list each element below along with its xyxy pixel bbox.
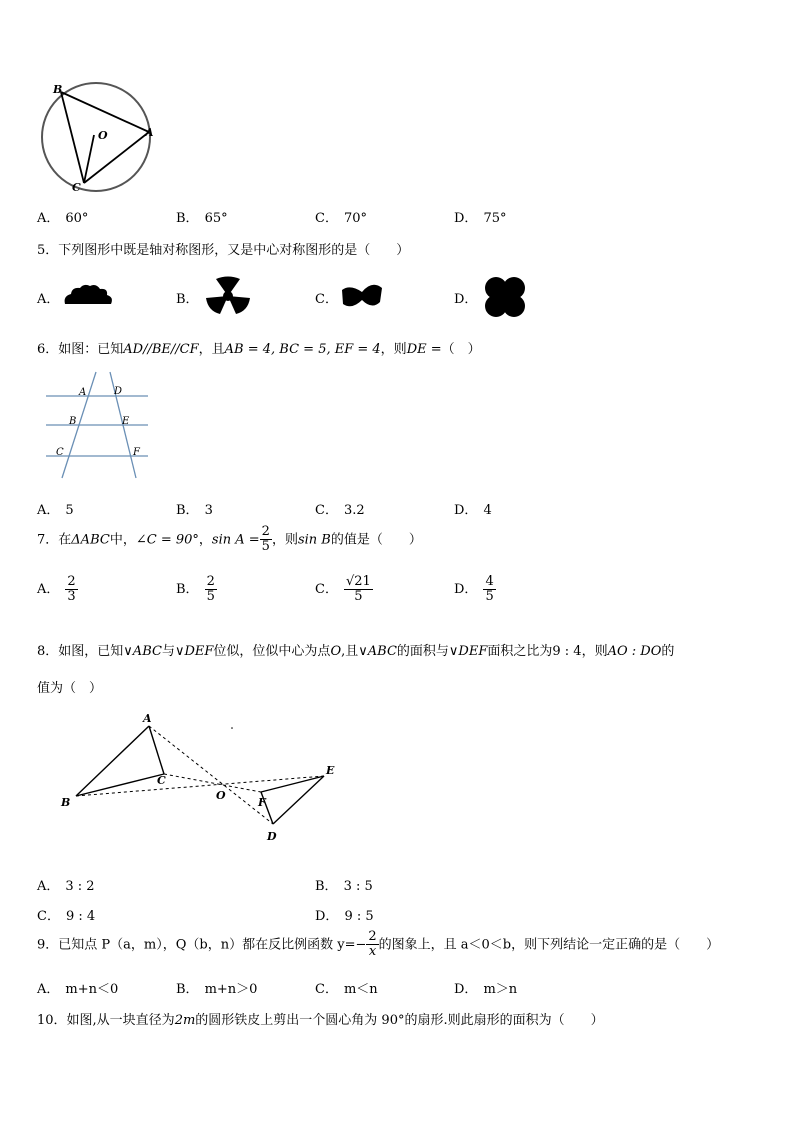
bowtie-shape-icon — [340, 282, 384, 310]
svg-text:F: F — [133, 447, 140, 458]
q4-option-d[interactable]: D． 75° — [454, 211, 507, 226]
three-blade-propeller-icon — [202, 276, 254, 316]
q4-label-o: O — [98, 129, 108, 142]
q10-question: 10．如图,从一块直径为2m的圆形铁皮上剪出一个圆心角为 90°的扇形.则此扇形的面积为（ ） — [37, 1013, 604, 1028]
q6-option-b[interactable]: B． 3 — [176, 503, 213, 518]
q4-label-c: C — [72, 181, 81, 192]
svg-text:B: B — [69, 416, 77, 427]
q8-option-b[interactable]: B． 3 : 5 — [315, 879, 373, 894]
q9-option-a[interactable]: A． m+n＜0 — [37, 982, 119, 997]
svg-text:C: C — [56, 447, 64, 458]
q8-homothety-figure — [56, 708, 346, 848]
q4-chord-ba — [61, 92, 149, 132]
q6-option-a[interactable]: A． 5 — [37, 503, 74, 518]
q9-option-c[interactable]: C． m＜n — [315, 982, 378, 997]
q4-options — [0, 207, 794, 231]
q6-option-d[interactable]: D． 4 — [454, 503, 492, 518]
svg-text:E: E — [122, 416, 130, 427]
q7-option-b[interactable]: B． $\frac{2}{5}$ — [176, 574, 215, 605]
q4-chord-bc — [61, 92, 84, 183]
q7-option-d[interactable]: D． $\frac{4}{5}$ — [454, 574, 494, 605]
q6-option-c[interactable]: C． 3.2 — [315, 503, 365, 518]
q5-question: 5．下列图形中既是轴对称图形，又是中心对称图形的是（ ） — [37, 243, 410, 258]
q9-option-d[interactable]: D． m＞n — [454, 982, 518, 997]
q4-option-c[interactable]: C． 70° — [315, 211, 367, 226]
svg-text:C: C — [157, 774, 166, 787]
q7-sin-a-fraction: $\frac{2}{5}$ — [261, 524, 270, 555]
q4-circle-figure — [36, 80, 162, 192]
q9-question: 9．已知点 P（a，m），Q（b，n）都在反比例函数 y=− $\frac{2}{x}$ 的图象上，且 a＜0＜b，则下列结论一定正确的是（ ） — [37, 929, 720, 960]
four-leaf-clover-icon — [478, 274, 532, 320]
q5-options — [0, 282, 794, 316]
svg-text:A: A — [143, 712, 152, 725]
q5-option-c[interactable]: C． — [315, 292, 338, 307]
q8-question-line1: 8．如图，已知∨ABC与∨DEF位似，位似中心为点O,且∨ABC的面积与∨DEF面积之比为9 : 4，则AO : DO的 — [37, 644, 675, 659]
q5-option-b[interactable]: B． — [176, 292, 199, 307]
svg-text:F: F — [258, 796, 266, 809]
svg-text:D: D — [114, 386, 123, 397]
q7-question: 7．在ΔABC中，∠C = 90°，sin A = $\frac{2}{5}$ ，则sin B的值是（ ） — [37, 524, 422, 555]
q4-option-a[interactable]: A． 60° — [37, 211, 89, 226]
q6-parallel-lines-figure — [40, 370, 155, 482]
q4-circle — [42, 83, 150, 191]
svg-text:B: B — [61, 796, 71, 809]
q5-option-d[interactable]: D． — [454, 292, 478, 307]
q6-options — [0, 499, 794, 523]
q8-option-c[interactable]: C． 9 : 4 — [37, 909, 96, 924]
q8-option-d[interactable]: D． 9 : 5 — [315, 909, 374, 924]
q5-option-a[interactable]: A． — [37, 292, 60, 307]
q9-options — [0, 978, 794, 1002]
q8-question-line2: 值为（ ） — [37, 681, 103, 696]
q8-options-row2 — [0, 905, 794, 929]
q4-label-b: B — [53, 83, 63, 96]
q9-option-b[interactable]: B． m+n＞0 — [176, 982, 258, 997]
q8-option-a[interactable]: A． 3 : 2 — [37, 879, 95, 894]
q7-options — [0, 575, 794, 619]
q9-function-fraction: $\frac{2}{x}$ — [368, 929, 377, 960]
svg-text:A: A — [79, 387, 87, 398]
svg-text:E: E — [326, 764, 335, 777]
q4-label-a: A — [145, 126, 154, 139]
svg-text:D: D — [267, 830, 277, 843]
q4-option-b[interactable]: B． 65° — [176, 211, 228, 226]
q7-option-c[interactable]: C． $\frac{√21}{5}$ — [315, 574, 371, 605]
q8-options-row1 — [0, 875, 794, 899]
cloud-shape-icon — [62, 282, 114, 308]
q6-question: 6．如图：已知AD//BE//CF，且AB = 4, BC = 5, EF = 4，则DE =（ ） — [37, 342, 481, 357]
q7-option-a[interactable]: A． $\frac{2}{3}$ — [37, 574, 76, 605]
svg-text:O: O — [216, 789, 226, 802]
